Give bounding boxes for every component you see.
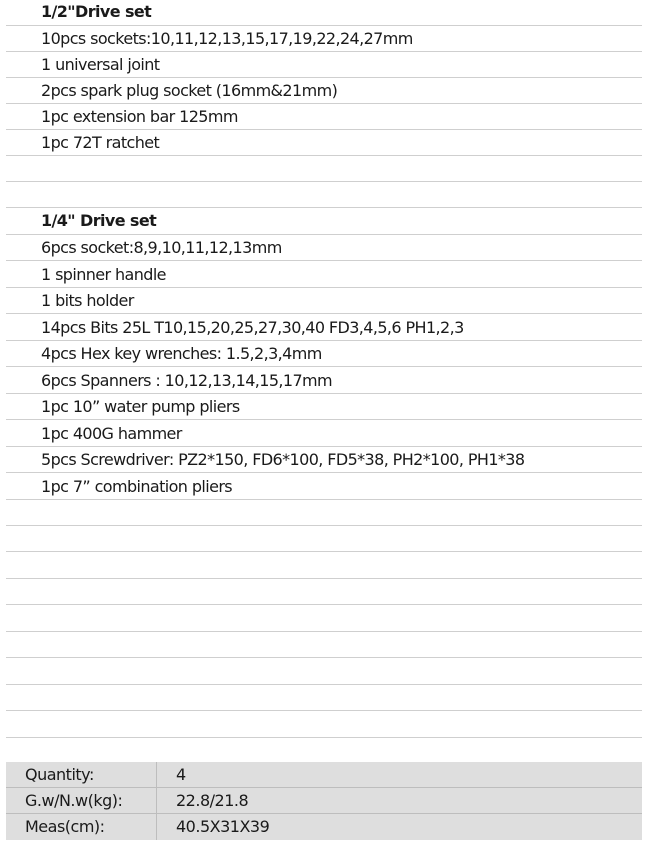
list-item [6,315,642,341]
list-item [6,447,642,473]
empty-row [6,500,642,526]
spec-value: 22.8/21.8 [176,791,249,810]
spec-row-weight [6,788,642,814]
specs-table [6,762,642,840]
list-item-text: 1pc 7” combination pliers [41,477,233,496]
list-item [6,130,642,156]
list-item [6,341,642,367]
spec-row-measurements [6,814,642,840]
list-item [6,26,642,52]
section-title-text: 1/4" Drive set [41,211,157,230]
empty-row [6,182,642,208]
list-item-text: 6pcs socket:8,9,10,11,12,13mm [41,238,282,257]
empty-row [6,685,642,711]
list-item-text: 1pc 72T ratchet [41,133,160,152]
empty-row [6,526,642,552]
spec-label: Meas(cm): [25,817,105,836]
list-item [6,368,642,394]
list-item [6,78,642,104]
list-item [6,421,642,447]
list-item-text: 1 universal joint [41,55,160,74]
list-item-text: 1pc 400G hammer [41,424,182,443]
empty-row [6,659,642,685]
section-title-quarter-inch [6,209,642,235]
empty-row [6,579,642,605]
spec-value: 40.5X31X39 [176,817,270,836]
spec-row-quantity [6,762,642,788]
list-item [6,235,642,261]
section-title-half-inch [6,0,642,26]
list-item-text: 10pcs sockets:10,11,12,13,15,17,19,22,24,27mm [41,29,413,48]
empty-row [6,156,642,182]
list-item [6,474,642,500]
empty-row [6,553,642,579]
spec-label: G.w/N.w(kg): [25,791,123,810]
list-item-text: 5pcs Screwdriver: PZ2*150, FD6*100, FD5*38, PH2*100, PH1*38 [41,450,525,469]
empty-row [6,632,642,658]
list-item-text: 1 bits holder [41,291,134,310]
list-item-text: 14pcs Bits 25L T10,15,20,25,27,30,40 FD3,4,5,6 PH1,2,3 [41,318,464,337]
section-title-text: 1/2"Drive set [41,2,152,21]
list-item [6,104,642,130]
list-item-text: 4pcs Hex key wrenches: 1.5,2,3,4mm [41,344,322,363]
empty-row [6,712,642,738]
list-item [6,288,642,314]
spec-label: Quantity: [25,765,94,784]
list-item-text: 2pcs spark plug socket (16mm&21mm) [41,81,338,100]
list-item [6,52,642,78]
list-item [6,262,642,288]
spec-value: 4 [176,765,186,784]
list-item [6,394,642,420]
list-item-text: 1pc 10” water pump pliers [41,397,240,416]
list-item-text: 6pcs Spanners : 10,12,13,14,15,17mm [41,371,333,390]
empty-row [6,606,642,632]
list-item-text: 1 spinner handle [41,265,166,284]
list-item-text: 1pc extension bar 125mm [41,107,238,126]
